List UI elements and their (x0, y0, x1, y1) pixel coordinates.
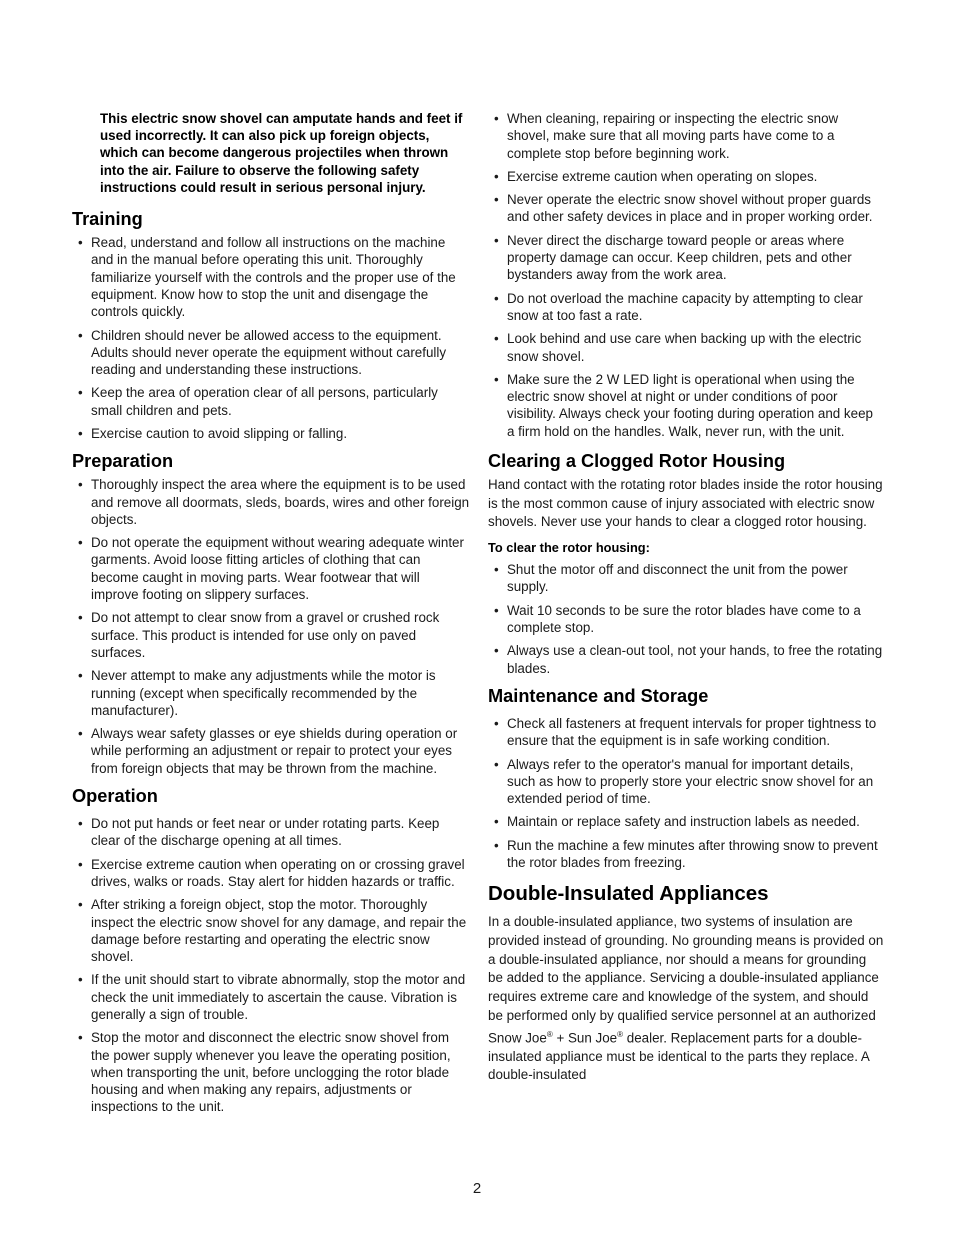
bullet-icon: • (494, 814, 499, 830)
bullet-icon: • (78, 1030, 83, 1046)
list-item: • Make sure the 2 W LED light is operational when using the electric snow shovel at night or under conditions of poor visibility. Always check your footing during operation and keep a firm hold on the handles. Walk, never run, with the unit. (494, 371, 873, 439)
bullet-icon: • (78, 425, 83, 441)
bullet-icon: • (78, 972, 83, 988)
list-item: • Shut the motor off and disconnect the unit from the power supply. (494, 562, 848, 595)
page-number: 2 (472, 1180, 482, 1197)
preparation-section (72, 450, 470, 777)
operation-section (72, 785, 470, 1116)
list-item: • Never direct the discharge toward people or areas where property damage can occur. Keep children, pets and other bystanders away from the work area. (494, 232, 852, 283)
list-item: • Always refer to the operator's manual for important details, such as how to properly store your electric snow shovel for an extended period of time. (494, 756, 874, 807)
operation-heading: Operation (72, 786, 158, 807)
bullet-icon: • (78, 668, 83, 684)
list-item: • Exercise extreme caution when operating on or crossing gravel drives, walks or roads. Stay alert for hidden hazards or traffic. (78, 856, 465, 889)
preparation-list (72, 476, 470, 777)
registered-mark: ® (617, 1029, 624, 1039)
right-column (488, 110, 884, 1093)
list-item: • Always wear safety glasses or eye shields during operation or while performing an adjustment or repair to protect your eyes from foreign objects that may be thrown from the machine. (78, 726, 458, 776)
double-insulated-text: In a double-insulated appliance, two systems of insulation are provided instead of grounding. No grounding means is provided on a double-insulated appliance, nor should a means for grounding be added to the appliance. Servicing a double-insulated appliance requires extreme care and knowledge of the system, and should be performed only by qualified service personnel at an authorized Snow Joe® + Sun Joe® dealer. Replacement parts for a double-insulated appliance must be identical to the parts they replace. A double-insulated (488, 914, 884, 1083)
list-item: • Thoroughly inspect the area where the equipment is to be used and remove all doormats, sleds, boards, wires and other foreign objects. (78, 477, 470, 527)
bullet-icon: • (78, 385, 83, 401)
list-item: • Never operate the electric snow shovel without proper guards and other safety devices in place and in proper working order. (494, 192, 873, 225)
list-item: • Do not operate the equipment without wearing adequate winter garments. Avoid loose fitting articles of clothing that can become caught in moving parts. Wear footwear that will improve footing on slippery surfaces. (78, 535, 464, 603)
list-item: • After striking a foreign object, stop the motor. Thoroughly inspect the electric snow shovel for any damage, and repair the damage before restarting and operating the electric snow shovel. (78, 897, 467, 965)
list-item: • Never attempt to make any adjustments while the motor is running (except when specifically recommended by the manufacturer). (78, 668, 436, 718)
list-item: • Look behind and use care when backing up with the electric snow shovel. (494, 331, 862, 364)
bullet-icon: • (494, 331, 499, 347)
list-item: • Wait 10 seconds to be sure the rotor blades have come to a complete stop. (494, 602, 861, 636)
training-list (72, 234, 470, 442)
bullet-icon: • (494, 756, 499, 772)
clearing-heading: Clearing a Clogged Rotor Housing (488, 451, 786, 472)
bullet-icon: • (78, 726, 83, 742)
bullet-icon: • (78, 856, 83, 872)
maintenance-section (488, 685, 884, 871)
bullet-icon: • (494, 562, 499, 578)
list-item: • Do not put hands or feet near or under rotating parts. Keep clear of the discharge opening at all times. (78, 816, 440, 849)
list-item: • Exercise extreme caution when operating on slopes. (494, 168, 818, 184)
bullet-icon: • (494, 371, 499, 387)
bullet-icon: • (78, 235, 83, 251)
operation-list-continued (488, 110, 884, 440)
bullet-icon: • (494, 837, 499, 853)
list-item: • Read, understand and follow all instructions on the machine and in the manual before operating this unit. Thoroughly familiarize yourself with the controls and the proper use of the equipment. Know how to stop the unit and disengage the controls quickly. (78, 235, 456, 320)
list-item: • Do not attempt to clear snow from a gravel or crushed rock surface. This product is intended for use only on paved surfaces. (78, 610, 440, 660)
double-insulated-heading: Double-Insulated Appliances (488, 882, 769, 906)
list-item: • Exercise caution to avoid slipping or falling. (78, 425, 348, 441)
bullet-icon: • (78, 477, 83, 493)
list-item: • If the unit should start to vibrate abnormally, stop the motor and check the unit immediately to ascertain the cause. Vibration is generally a sign of trouble. (78, 972, 466, 1022)
bullet-icon: • (78, 816, 83, 832)
double-insulated-section (488, 881, 884, 1085)
maintenance-heading: Maintenance and Storage (488, 685, 709, 706)
bullet-icon: • (78, 327, 83, 343)
bullet-icon: • (494, 111, 499, 126)
training-section (72, 208, 470, 442)
bullet-icon: • (494, 168, 499, 184)
list-item: • When cleaning, repairing or inspecting the electric snow shovel, make sure that all moving parts have come to a complete stop before beginning work. (494, 111, 839, 161)
left-column (72, 110, 470, 1124)
list-item: • Do not overload the machine capacity by attempting to clear snow at too fast a rate. (494, 290, 863, 323)
clearing-subhead: To clear the rotor housing: (488, 540, 650, 556)
preparation-heading: Preparation (72, 451, 174, 472)
bullet-icon: • (494, 232, 499, 248)
training-heading: Training (72, 209, 143, 230)
bullet-icon: • (494, 643, 499, 659)
list-item: • Run the machine a few minutes after throwing snow to prevent the rotor blades from freezing. (494, 837, 878, 871)
bullet-icon: • (78, 535, 83, 551)
maintenance-list (488, 715, 884, 871)
clearing-intro: Hand contact with the rotating rotor blades inside the rotor housing is the most common cause of injury associated with electric snow shovels. Never use your hands to clear a clogged rotor housing. (488, 477, 883, 530)
bullet-icon: • (78, 610, 83, 626)
operation-list (72, 815, 470, 1116)
list-item: • Keep the area of operation clear of all persons, particularly small children and pets. (78, 385, 438, 418)
list-item: • Always use a clean-out tool, not your hands, to free the rotating blades. (494, 643, 883, 676)
list-item: • Stop the motor and disconnect the electric snow shovel from the power supply whenever you leave the operating position, when transporting the unit, before unclogging the rotor blade housing and when making any repairs, adjustments or inspections to the unit. (78, 1030, 451, 1115)
clearing-section (488, 450, 884, 677)
bullet-icon: • (494, 192, 499, 208)
bullet-icon: • (78, 897, 83, 913)
bullet-icon: • (494, 290, 499, 306)
safety-warning: This electric snow shovel can amputate hands and feet if used incorrectly. It can also pick up foreign objects, which can become dangerous projectiles when thrown into the air. Failure to observe the following safety instructions could result in serious personal injury. (100, 111, 463, 195)
clearing-list (488, 561, 884, 677)
list-item: • Maintain or replace safety and instruction labels as needed. (494, 814, 860, 830)
list-item: • Children should never be allowed access to the equipment. Adults should never operate the equipment without carefully reading and understanding these instructions. (78, 327, 447, 378)
bullet-icon: • (494, 602, 499, 618)
registered-mark: ® (546, 1029, 553, 1039)
list-item: • Check all fasteners at frequent intervals for proper tightness to ensure that the equipment is in safe working condition. (494, 715, 877, 749)
bullet-icon: • (494, 715, 499, 731)
